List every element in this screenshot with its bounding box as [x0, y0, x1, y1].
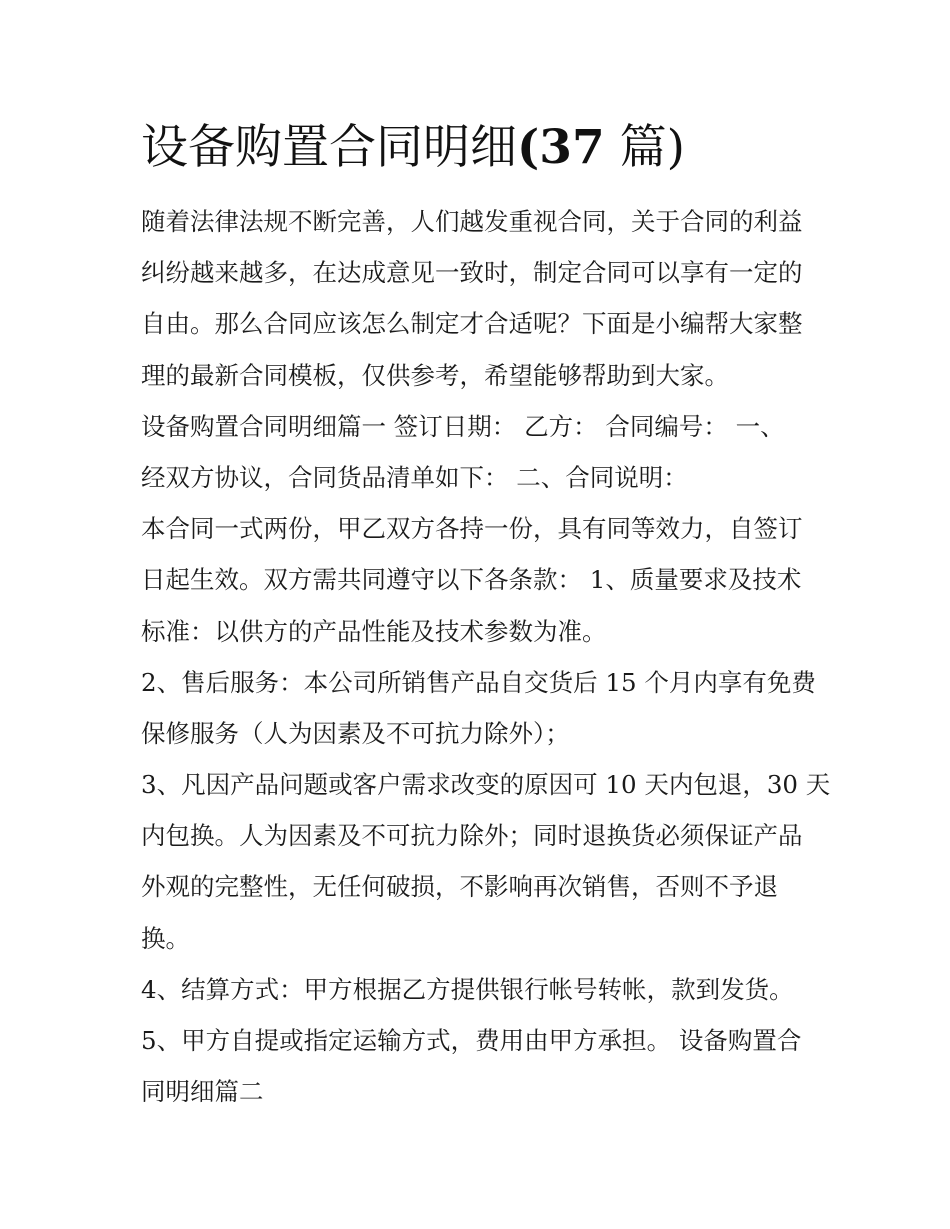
document-body	[141, 196, 831, 1117]
body-line: 保修服务（人为因素及不可抗力除外）；	[141, 718, 570, 748]
body-line: 设备购置合同明细篇一 签订日期： 乙方： 合同编号： 一、	[141, 411, 785, 441]
title-text: 设备购置合同明细	[141, 120, 517, 175]
body-line: 随着法律法规不断完善，人们越发重视合同，关于合同的利益	[141, 207, 803, 236]
body-line: 外观的完整性，无任何破损，不影响再次销售，否则不予退	[141, 872, 778, 902]
body-line: 换。	[141, 923, 190, 953]
body-line: 日起生效。双方需共同遵守以下各条款： 1、质量要求及技术	[141, 565, 802, 595]
body-line: 理的最新合同模板，仅供参考，希望能够帮助到大家。	[141, 360, 729, 390]
body-line: 4、结算方式：甲方根据乙方提供银行帐号转帐，款到发货。	[141, 974, 794, 1004]
title-count: (37	[517, 120, 605, 175]
body-line: 内包换。人为因素及不可抗力除外；同时退换货必须保证产品	[141, 821, 803, 851]
body-line: 3、凡因产品问题或客户需求改变的原因可 10 天内包退，30 天	[141, 770, 831, 800]
body-line: 本合同一式两份，甲乙双方各持一份，具有同等效力，自签订	[141, 514, 803, 544]
body-line: 标准：以供方的产品性能及技术参数为准。	[141, 616, 607, 646]
body-line: 经双方协议，合同货品清单如下： 二、合同说明：	[141, 462, 688, 492]
body-line: 自由。那么合同应该怎么制定才合适呢？下面是小编帮大家整	[141, 309, 803, 339]
body-line: 同明细篇二	[141, 1077, 264, 1107]
body-line: 纠纷越来越多，在达成意见一致时，制定合同可以享有一定的	[141, 258, 803, 288]
body-line: 2、售后服务：本公司所销售产品自交货后 15 个月内享有免费	[141, 667, 816, 697]
title-suffix: 篇)	[604, 120, 685, 175]
document-title	[141, 116, 685, 180]
body-line: 5、甲方自提或指定运输方式，费用由甲方承担。 设备购置合	[141, 1026, 802, 1055]
